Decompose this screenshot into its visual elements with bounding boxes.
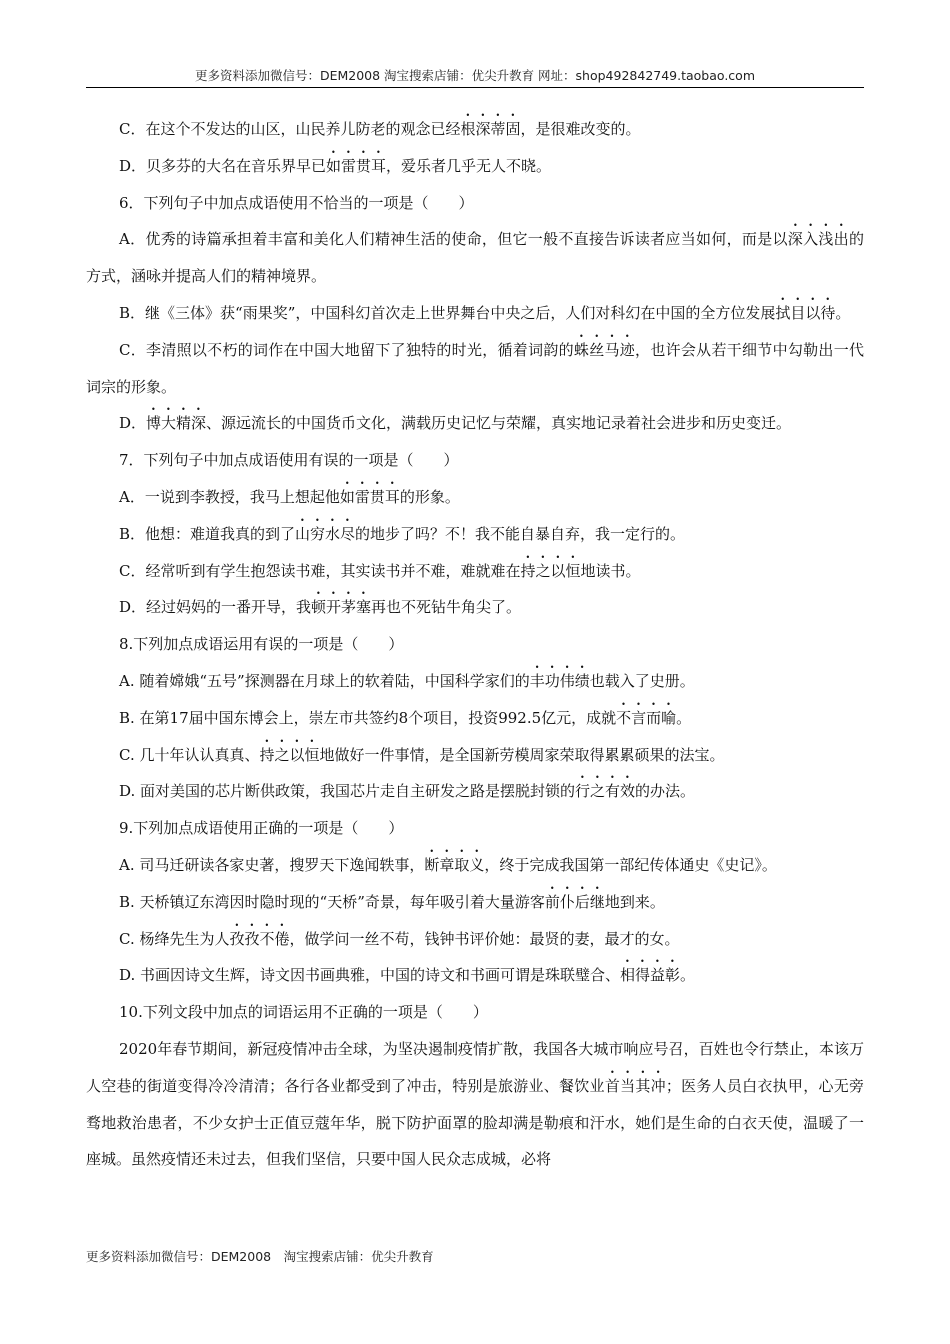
dotted-idiom: 前仆后继 <box>544 892 605 911</box>
line-text: 的方式，涵咏并提高人们的精神境界。 <box>86 230 864 286</box>
text-line <box>86 700 864 737</box>
line-text: C. 几十年认认真真、 <box>119 745 260 764</box>
line-text: 再也不死钻牛角尖了。 <box>371 598 522 617</box>
dotted-idiom: 如雷贯耳 <box>339 487 400 506</box>
line-text: ，做学问一丝不苟，钱钟书评价她：最贤的妻，最才的女。 <box>289 929 680 948</box>
line-text: 地读书。 <box>580 561 641 580</box>
text-line <box>86 884 864 921</box>
line-text: 的办法。 <box>635 782 696 801</box>
text-line <box>86 1031 864 1178</box>
page-header: 更多资料添加微信号：DEM2008 淘宝搜索店铺：优尖升教育 网址：shop492842749.taobao.com <box>194 68 756 83</box>
line-text: 7．下列句子中加点成语使用有误的一项是（ ） <box>119 451 459 470</box>
dotted-idiom: 深入浅出 <box>787 230 849 249</box>
dotted-idiom: 拭目以待 <box>775 303 836 322</box>
dotted-idiom: 持之以恒 <box>520 561 581 580</box>
line-text: B. 在第17届中国东博会上，崇左市共签约8个项目，投资992.5亿元，成就 <box>119 708 617 727</box>
text-line <box>86 663 864 700</box>
dotted-idiom: 持之以恒 <box>259 745 320 764</box>
line-text: 地做好一件事情，是全国新劳模周家荣取得累累硕果的法宝。 <box>319 745 725 764</box>
text-line <box>86 847 864 884</box>
line-text: 。 <box>680 966 696 985</box>
line-text: A．优秀的诗篇承担着丰富和美化人们精神生活的使命，但它一般不直接告诉读者应当如何，而是以 <box>119 230 788 249</box>
dotted-idiom: 顿开茅塞 <box>311 598 372 617</box>
line-text: 也载入了史册。 <box>589 671 695 690</box>
text-line <box>86 185 864 222</box>
dotted-idiom: 如雷贯耳 <box>326 156 387 175</box>
text-line <box>86 148 864 185</box>
line-text: C．在这个不发达的山区，山民养儿防老的观念已经 <box>119 120 461 138</box>
text-line <box>86 553 864 590</box>
line-text: D. 面对美国的芯片断供政策，我国芯片走自主研发之路是摆脱封锁的 <box>119 782 576 801</box>
line-text: D．经过妈妈的一番开导，我 <box>119 598 312 617</box>
line-text: A. 随着嫦娥“五号”探测器在月球上的软着陆，中国科学家们的 <box>119 671 530 690</box>
line-text: 8.下列加点成语运用有误的一项是（ ） <box>119 635 404 654</box>
dotted-idiom: 博大精深 <box>146 414 207 433</box>
text-line <box>86 773 864 810</box>
text-line <box>86 111 864 148</box>
line-text: ，也许会从若干细节中勾勒出一代词宗的形象。 <box>86 340 864 396</box>
line-text: 10.下列文段中加点的词语运用不正确的一项是（ ） <box>119 1003 488 1022</box>
line-text: 的形象。 <box>399 487 460 506</box>
line-text: 。 <box>676 708 692 727</box>
text-line <box>86 405 864 442</box>
text-line <box>86 332 864 406</box>
text-line <box>86 589 864 626</box>
text-line <box>86 626 864 663</box>
dotted-idiom: 不言而喻 <box>616 708 677 727</box>
line-text: C．经常听到有学生抱怨读书难，其实读书并不难，难就难在 <box>119 561 521 580</box>
line-text: 的地步了吗？不！我不能自暴自弃，我一定行的。 <box>355 524 686 543</box>
line-text: A. 司马迁研读各家史著，搜罗天下逸闻轶事， <box>119 855 425 874</box>
line-text: 2020年春节期间，新冠疫情冲击全球，为坚决遏制疫情扩散，我国各大城市响应号召，百姓也令行禁止，本该万人空巷的街道变得冷冷清清；各行各业都受到了冲击，特别是旅游业、餐饮业 <box>86 1039 864 1095</box>
text-line <box>86 810 864 847</box>
dotted-idiom: 丰功伟绩 <box>529 671 590 690</box>
line-text: C. 杨绛先生为人 <box>119 929 230 948</box>
text-line <box>86 737 864 774</box>
header-divider <box>86 87 864 88</box>
text-line <box>86 994 864 1031</box>
line-text: ，爱乐者几乎无人不晓。 <box>386 156 552 175</box>
line-text: 地到来。 <box>604 892 665 911</box>
line-text: D． <box>119 414 147 433</box>
line-text: 、源远流长的中国货币文化，满载历史记忆与荣耀，真实地记录着社会进步和历史变迁。 <box>206 414 792 433</box>
line-text: ；医务人员白衣执甲，心无旁骛地救治患者，不少女护士正值豆蔻年华，脱下防护面罩的脸却满是勒痕和汗水，她们是生命的白衣天使，温暖了一座城。虽然疫情还未过去，但我们坚信，只要中国人民众志成城，必将 <box>86 1076 864 1169</box>
line-text: 。 <box>835 303 851 322</box>
dotted-idiom: 根深蒂固 <box>460 120 521 138</box>
dotted-idiom: 山穷水尽 <box>295 524 356 543</box>
dotted-idiom: 行之有效 <box>575 782 636 801</box>
line-text: D. 书画因诗文生辉，诗文因书画典雅，中国的诗文和书画可谓是珠联璧合、 <box>119 966 621 985</box>
dotted-idiom: 孜孜不倦 <box>229 929 290 948</box>
line-text: C．李清照以不朽的词作在中国大地留下了独特的时光，循着词韵的 <box>119 340 574 359</box>
text-line <box>86 957 864 994</box>
text-line <box>86 442 864 479</box>
line-text: A．一说到李教授，我马上想起他 <box>119 487 340 506</box>
text-line <box>86 921 864 958</box>
dotted-idiom: 相得益彰 <box>620 966 681 985</box>
line-text: 6．下列句子中加点成语使用不恰当的一项是（ ） <box>119 193 474 212</box>
document-body <box>86 111 864 1178</box>
text-line <box>86 295 864 332</box>
text-line <box>86 516 864 553</box>
text-line <box>86 479 864 516</box>
dotted-idiom: 断章取义 <box>424 855 485 874</box>
line-text: B．继《三体》获“雨果奖”，中国科幻首次走上世界舞台中央之后，人们对科幻在中国的全方位发展 <box>119 303 776 322</box>
line-text: 9.下列加点成语使用正确的一项是（ ） <box>119 819 404 838</box>
dotted-idiom: 首当其冲 <box>604 1076 666 1095</box>
page-footer: 更多资料添加微信号：DEM2008 淘宝搜索店铺：优尖升教育 <box>86 1249 434 1264</box>
dotted-idiom: 蛛丝马迹 <box>573 340 636 359</box>
line-text: B. 天桥镇辽东湾因时隐时现的“天桥”奇景，每年吸引着大量游客 <box>119 892 545 911</box>
line-text: ，终于完成我国第一部纪传体通史《史记》。 <box>484 855 777 874</box>
text-line <box>86 221 864 295</box>
line-text: D．贝多芬的大名在音乐界早已 <box>119 156 327 175</box>
line-text: B．他想：难道我真的到了 <box>119 524 296 543</box>
line-text: ，是很难改变的。 <box>520 120 641 138</box>
